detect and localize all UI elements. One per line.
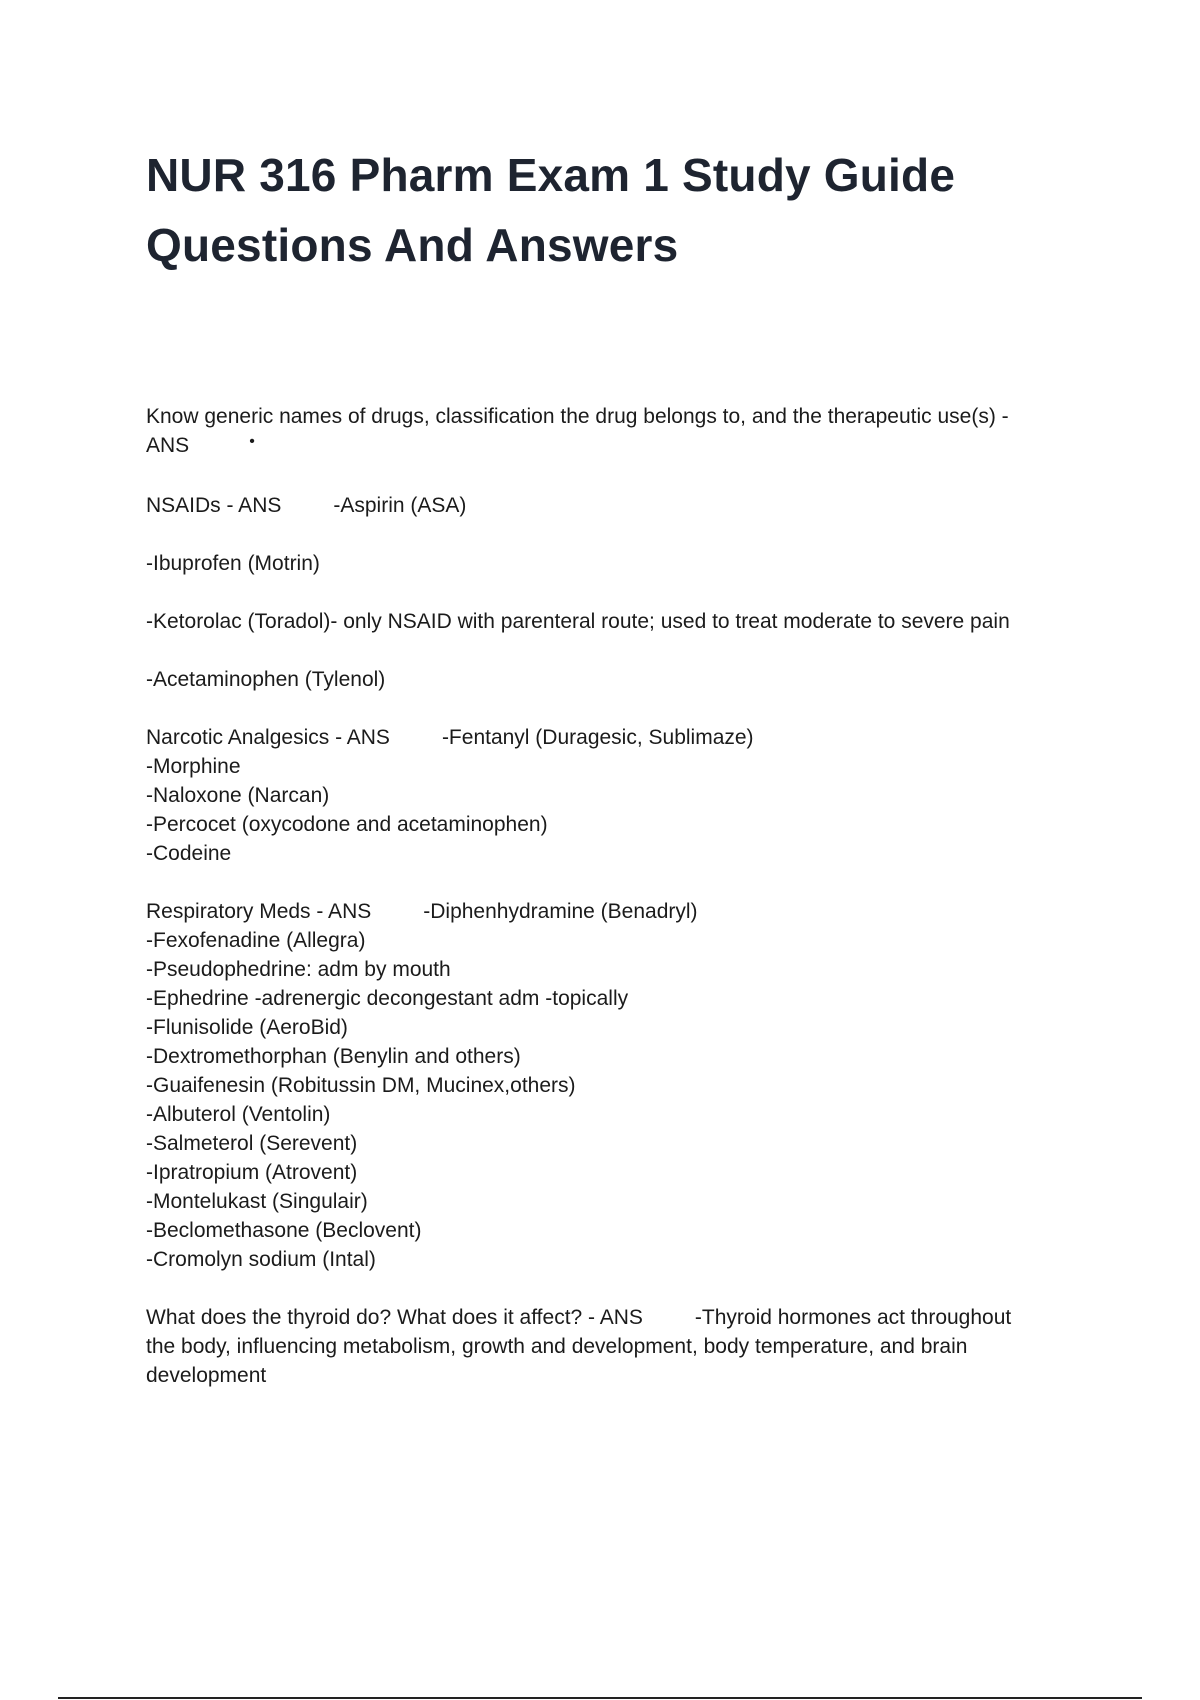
thyroid-answer-line-2: the body, influencing metabolism, growth and development, body temperature, and brain [146, 1335, 968, 1358]
list-item: -Percocet (oxycodone and acetaminophen) [146, 813, 548, 836]
page-title [146, 140, 1106, 280]
list-item: -Montelukast (Singulair) [146, 1190, 368, 1213]
nsaids-item-block-2 [146, 607, 1086, 636]
respiratory-block [146, 897, 1086, 1274]
respiratory-question-line [146, 897, 1086, 926]
nsaids-item-block-1 [146, 549, 1086, 578]
thyroid-question: What does the thyroid do? What does it affect? - ANS [146, 1306, 643, 1329]
list-item: -Albuterol (Ventolin) [146, 1103, 331, 1126]
nsaids-answer: -Aspirin (ASA) [333, 494, 467, 517]
list-item: -Dextromethorphan (Benylin and others) [146, 1045, 521, 1068]
respiratory-question: Respiratory Meds - ANS [146, 900, 372, 923]
document-content [146, 402, 1086, 1419]
bullet-icon: • [249, 433, 255, 450]
narcotics-question: Narcotic Analgesics - ANS [146, 726, 390, 749]
thyroid-block [146, 1303, 1086, 1390]
list-item: -Ipratropium (Atrovent) [146, 1161, 358, 1184]
nsaids-question-line [146, 491, 1086, 520]
list-item: -Beclomethasone (Beclovent) [146, 1219, 422, 1242]
page-title-line-2: Questions And Answers [146, 219, 679, 271]
list-item: -Fexofenadine (Allegra) [146, 929, 366, 952]
list-item: -Ibuprofen (Motrin) [146, 552, 320, 575]
narcotics-question-line [146, 723, 1086, 752]
intro-block [146, 402, 1086, 462]
thyroid-answer-line-1: -Thyroid hormones act throughout [694, 1306, 1012, 1329]
list-item: -Pseudophedrine: adm by mouth [146, 958, 451, 981]
list-item: -Guaifenesin (Robitussin DM, Mucinex,others) [146, 1074, 576, 1097]
intro-ans-label: ANS [146, 434, 190, 457]
list-item: -Flunisolide (AeroBid) [146, 1016, 348, 1039]
list-item: -Ephedrine -adrenergic decongestant adm -topically [146, 987, 629, 1010]
nsaids-question-block [146, 491, 1086, 520]
intro-line-2 [146, 431, 1086, 462]
list-item: -Morphine [146, 755, 241, 778]
footer-divider [58, 1697, 1142, 1699]
page-title-line-1: NUR 316 Pharm Exam 1 Study Guide [146, 149, 956, 201]
thyroid-answer-line-3: development [146, 1364, 267, 1387]
list-item: -Cromolyn sodium (Intal) [146, 1248, 376, 1271]
respiratory-answer: -Diphenhydramine (Benadryl) [423, 900, 698, 923]
list-item: -Ketorolac (Toradol)- only NSAID with parenteral route; used to treat moderate to severe pain [146, 610, 1010, 633]
list-item: -Salmeterol (Serevent) [146, 1132, 358, 1155]
list-item: -Naloxone (Narcan) [146, 784, 330, 807]
nsaids-question: NSAIDs - ANS [146, 494, 282, 517]
intro-line-1: Know generic names of drugs, classification the drug belongs to, and the therapeutic use(s) - [146, 405, 1009, 428]
narcotics-block [146, 723, 1086, 868]
narcotics-answer: -Fentanyl (Duragesic, Sublimaze) [441, 726, 754, 749]
thyroid-question-line [146, 1303, 1086, 1332]
list-item: -Codeine [146, 842, 232, 865]
list-item: -Acetaminophen (Tylenol) [146, 668, 386, 691]
nsaids-item-block-3 [146, 665, 1086, 694]
